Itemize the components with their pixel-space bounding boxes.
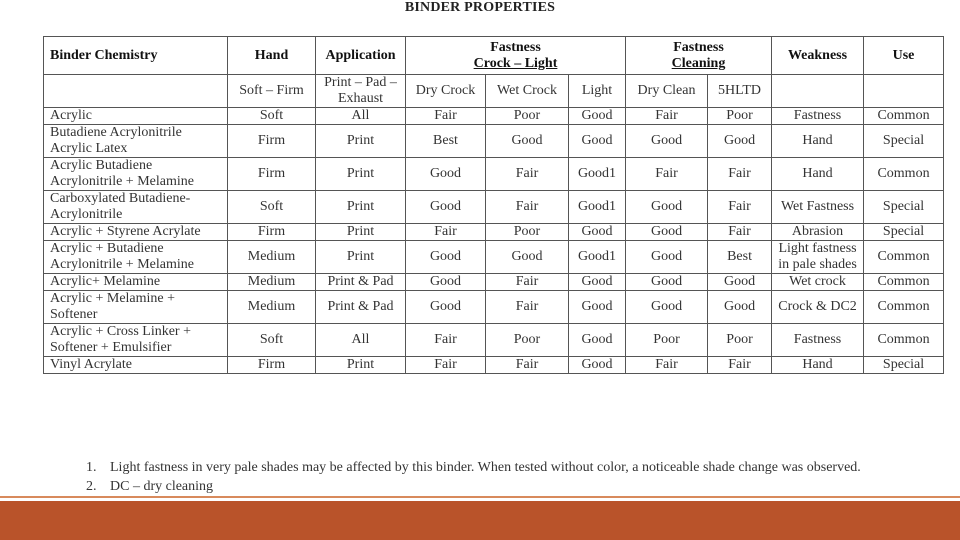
row-dry-clean: Good xyxy=(626,125,708,158)
row-dry-crock: Good xyxy=(406,241,486,274)
row-hltd: Fair xyxy=(708,224,772,241)
row-dry-crock: Good xyxy=(406,291,486,324)
row-application: Print xyxy=(316,191,406,224)
row-dry-clean: Good xyxy=(626,191,708,224)
row-use: Common xyxy=(864,324,944,357)
page-title: BINDER PROPERTIES xyxy=(404,0,556,15)
row-light: Good xyxy=(569,357,626,374)
table-row xyxy=(44,125,944,158)
footnotes xyxy=(86,458,861,496)
row-hand: Soft xyxy=(228,191,316,224)
row-name: Carboxylated Butadiene-Acrylonitrile xyxy=(44,191,228,224)
row-name: Acrylic xyxy=(44,108,228,125)
row-application: Print xyxy=(316,357,406,374)
table-row xyxy=(44,158,944,191)
fastness-cleaning-top: Fastness xyxy=(673,39,724,55)
col-header-use: Use xyxy=(864,37,944,75)
row-dry-crock: Good xyxy=(406,191,486,224)
row-hand: Firm xyxy=(228,224,316,241)
footnote-text: Light fastness in very pale shades may be affected by this binder. When tested without color, a noticeable shade change was observed. xyxy=(110,460,861,475)
col-header-hand: Hand xyxy=(228,37,316,75)
footnote-number: 2. xyxy=(86,479,97,494)
row-hand: Medium xyxy=(228,291,316,324)
row-hltd: Poor xyxy=(708,108,772,125)
row-use: Common xyxy=(864,274,944,291)
row-wet-crock: Poor xyxy=(486,324,569,357)
row-use: Special xyxy=(864,125,944,158)
row-hltd: Fair xyxy=(708,191,772,224)
subheader-application: Print – Pad – Exhaust xyxy=(316,75,406,108)
row-name: Acrylic + Styrene Acrylate xyxy=(44,224,228,241)
row-hltd: Good xyxy=(708,291,772,324)
row-weakness: Wet Fastness xyxy=(772,191,864,224)
row-name: Acrylic + Cross Linker + Softener + Emulsifier xyxy=(44,324,228,357)
row-hand: Medium xyxy=(228,274,316,291)
row-weakness: Hand xyxy=(772,357,864,374)
col-header-weakness: Weakness xyxy=(772,37,864,75)
table-row xyxy=(44,241,944,274)
row-light: Good1 xyxy=(569,241,626,274)
row-weakness: Wet crock xyxy=(772,274,864,291)
subheader-hand: Soft – Firm xyxy=(228,75,316,108)
row-wet-crock: Good xyxy=(486,241,569,274)
fastness-cleaning-bottom: Cleaning xyxy=(671,55,726,71)
row-dry-crock: Fair xyxy=(406,357,486,374)
row-hand: Firm xyxy=(228,158,316,191)
row-use: Common xyxy=(864,241,944,274)
row-application: Print xyxy=(316,224,406,241)
row-hand: Soft xyxy=(228,108,316,125)
row-hand: Medium xyxy=(228,241,316,274)
row-hltd: Best xyxy=(708,241,772,274)
row-wet-crock: Poor xyxy=(486,224,569,241)
row-wet-crock: Fair xyxy=(486,274,569,291)
row-name: Butadiene Acrylonitrile Acrylic Latex xyxy=(44,125,228,158)
row-dry-crock: Best xyxy=(406,125,486,158)
table-header-row xyxy=(44,37,944,75)
row-light: Good1 xyxy=(569,158,626,191)
row-wet-crock: Fair xyxy=(486,357,569,374)
row-weakness: Light fastness in pale shades xyxy=(772,241,864,274)
subheader-dry-clean: Dry Clean xyxy=(626,75,708,108)
row-dry-clean: Fair xyxy=(626,158,708,191)
subheader-dry-crock: Dry Crock xyxy=(406,75,486,108)
row-wet-crock: Good xyxy=(486,125,569,158)
table-row xyxy=(44,274,944,291)
row-light: Good xyxy=(569,108,626,125)
row-weakness: Fastness xyxy=(772,108,864,125)
row-weakness: Hand xyxy=(772,158,864,191)
fastness-crock-light-top: Fastness xyxy=(490,39,541,55)
row-application: Print xyxy=(316,158,406,191)
row-wet-crock: Poor xyxy=(486,108,569,125)
row-wet-crock: Fair xyxy=(486,191,569,224)
table-subheader-row xyxy=(44,75,944,108)
row-dry-crock: Fair xyxy=(406,224,486,241)
row-dry-crock: Fair xyxy=(406,324,486,357)
row-use: Special xyxy=(864,224,944,241)
row-name: Acrylic+ Melamine xyxy=(44,274,228,291)
row-application: Print & Pad xyxy=(316,274,406,291)
row-dry-clean: Good xyxy=(626,274,708,291)
row-hltd: Good xyxy=(708,274,772,291)
footnote-text: DC – dry cleaning xyxy=(110,479,214,494)
footer-accent-line xyxy=(0,496,960,498)
row-hltd: Poor xyxy=(708,324,772,357)
col-header-application: Application xyxy=(316,37,406,75)
row-light: Good1 xyxy=(569,191,626,224)
row-name: Acrylic Butadiene Acrylonitrile + Melamine xyxy=(44,158,228,191)
row-name: Acrylic + Melamine + Softener xyxy=(44,291,228,324)
table-row xyxy=(44,324,944,357)
subheader-use-cell xyxy=(864,75,944,108)
row-light: Good xyxy=(569,125,626,158)
row-application: All xyxy=(316,108,406,125)
col-header-fastness-cleaning xyxy=(626,37,772,75)
row-dry-clean: Poor xyxy=(626,324,708,357)
fastness-crock-light-bottom: Crock – Light xyxy=(473,55,558,71)
subheader-weakness-cell xyxy=(772,75,864,108)
row-light: Good xyxy=(569,291,626,324)
row-hltd: Fair xyxy=(708,158,772,191)
binder-properties-table xyxy=(43,36,944,374)
row-name: Acrylic + Butadiene Acrylonitrile + Melamine xyxy=(44,241,228,274)
row-application: Print xyxy=(316,125,406,158)
subheader-wet-crock: Wet Crock xyxy=(486,75,569,108)
row-hand: Firm xyxy=(228,357,316,374)
row-dry-clean: Fair xyxy=(626,108,708,125)
row-use: Special xyxy=(864,357,944,374)
subheader-light: Light xyxy=(569,75,626,108)
row-use: Common xyxy=(864,158,944,191)
row-dry-clean: Good xyxy=(626,224,708,241)
row-name: Vinyl Acrylate xyxy=(44,357,228,374)
table-row xyxy=(44,357,944,374)
row-dry-crock: Fair xyxy=(406,108,486,125)
row-hltd: Good xyxy=(708,125,772,158)
row-application: Print & Pad xyxy=(316,291,406,324)
row-dry-clean: Good xyxy=(626,241,708,274)
footer-bar xyxy=(0,501,960,540)
row-light: Good xyxy=(569,274,626,291)
row-hltd: Fair xyxy=(708,357,772,374)
row-hand: Firm xyxy=(228,125,316,158)
row-weakness: Crock & DC2 xyxy=(772,291,864,324)
row-wet-crock: Fair xyxy=(486,158,569,191)
row-application: All xyxy=(316,324,406,357)
table-row xyxy=(44,191,944,224)
footnote-2 xyxy=(86,477,861,496)
row-dry-clean: Good xyxy=(626,291,708,324)
row-light: Good xyxy=(569,224,626,241)
row-dry-clean: Fair xyxy=(626,357,708,374)
row-weakness: Hand xyxy=(772,125,864,158)
table-body xyxy=(44,75,944,374)
row-dry-crock: Good xyxy=(406,158,486,191)
row-use: Special xyxy=(864,191,944,224)
table-row xyxy=(44,224,944,241)
row-use: Common xyxy=(864,291,944,324)
col-header-chemistry: Binder Chemistry xyxy=(44,37,228,75)
row-hand: Soft xyxy=(228,324,316,357)
row-wet-crock: Fair xyxy=(486,291,569,324)
row-dry-crock: Good xyxy=(406,274,486,291)
row-application: Print xyxy=(316,241,406,274)
table-row xyxy=(44,108,944,125)
subheader-chemistry-cell xyxy=(44,75,228,108)
table-row xyxy=(44,291,944,324)
col-header-fastness-crock-light xyxy=(406,37,626,75)
footnote-1 xyxy=(86,458,861,477)
row-weakness: Abrasion xyxy=(772,224,864,241)
row-light: Good xyxy=(569,324,626,357)
row-use: Common xyxy=(864,108,944,125)
row-weakness: Fastness xyxy=(772,324,864,357)
footnote-number: 1. xyxy=(86,460,97,475)
subheader-hltd: 5HLTD xyxy=(708,75,772,108)
